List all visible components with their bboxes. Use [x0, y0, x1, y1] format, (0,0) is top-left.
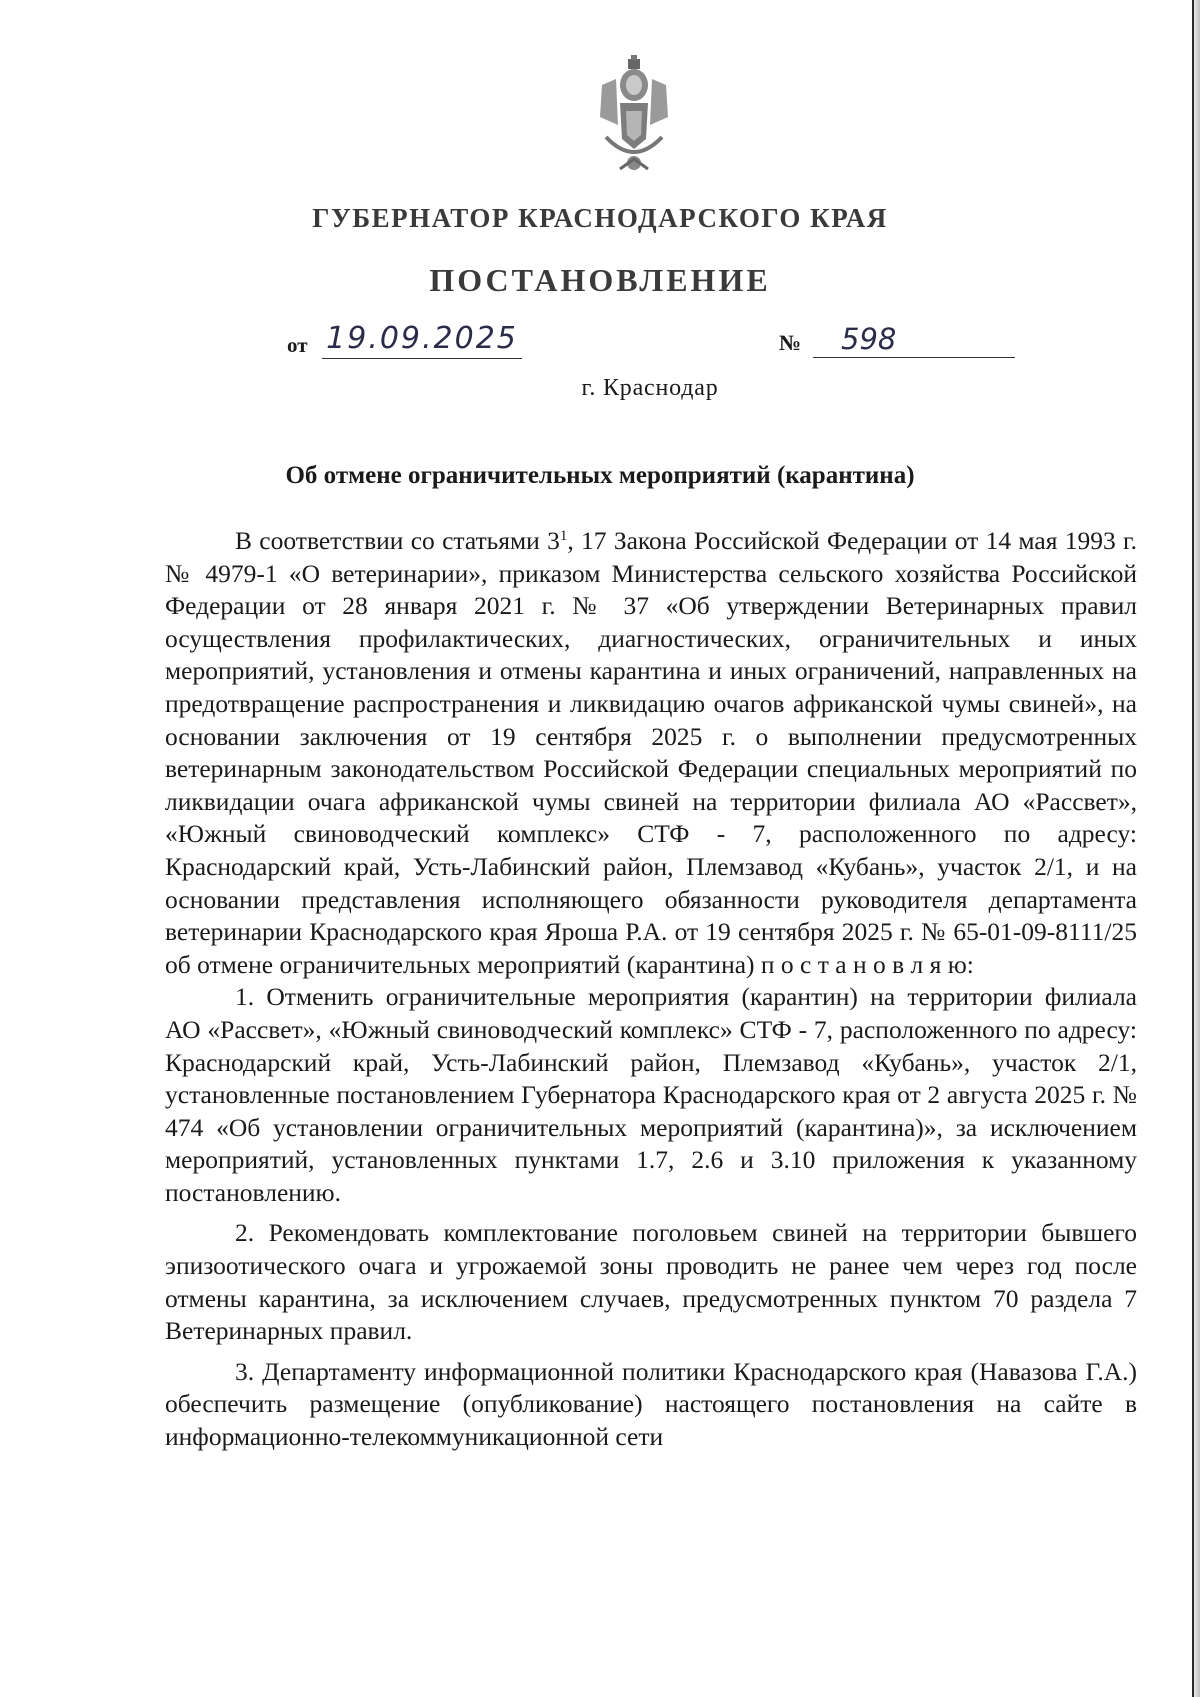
- preamble-start: В соответствии со статьями 3: [235, 526, 560, 555]
- item-1: 1. Отменить ограничительные мероприятия (карантин) на территории филиала АО «Рассвет», «Южный свиноводческий комплекс» СТФ - 7, расположенного по адресу: Краснодарский край, Усть-Лабинский район, Племзавод «Кубань», участок 2/1, установленные постановлением Губернатора Краснодарского края от 2 августа 2025 г. № 474 «Об установлении ограничительных мероприятий (карантина)», за исключением мероприятий, установленных пунктами 1.7, 2.6 и 3.10 приложения к указанному постановлению.: [165, 982, 1137, 1207]
- issuer-title: ГУБЕРНАТОР КРАСНОДАРСКОГО КРАЯ: [312, 203, 888, 233]
- handwritten-number: 598: [813, 320, 1015, 358]
- item-3: 3. Департаменту информационной политики Краснодарского края (Навазова Г.А.) обеспечить размещение (опубликование) настоящего постановления на сайте в информационно-телекоммуникационной сети: [165, 1356, 1137, 1452]
- handwritten-date: 19.09.2025: [322, 320, 522, 359]
- scan-edge-line: [1192, 0, 1194, 1697]
- document-title: Об отмене ограничительных мероприятий (карантина): [285, 462, 915, 489]
- preamble-rest: , 17 Закона Российской Федерации от 14 мая 1993 г. № 4979-1 «О ветеринарии», приказом Министерства сельского хозяйства Российской Федерации от 28 января 2021 г. № 37 «Об утверждении Ветеринарных правил осуществления профилактических, диагностических, ограничительных и иных мероприятий, установления и отмены карантина и иных ограничений, направленных на предотвращение распространения и ликвидацию очагов африканской чумы свиней», на основании заключения от 19 сентября 2025 г. о выполнении предусмотренных ветеринарным законодательством Российской Федерации специальных мероприятий по ликвидации очага африканской чумы свиней на территории филиала АО «Рассвет», «Южный свиноводческий комплекс» СТФ - 7, расположенного по адресу: Краснодарский край, Усть-Лабинский район, Племзавод «Кубань», участок 2/1, и на основании представления исполняющего обязанности руководителя департамента ветеринарии Краснодарского края Яроша Р.А. от 19 сентября 2025 г. № 65-01-09-8111/25 об отмене ограничительных мероприятий (карантина) п о с т а н о в л я ю:: [165, 526, 1137, 979]
- city: г. Краснодар: [581, 375, 719, 401]
- number-label: №: [779, 330, 802, 355]
- coat-of-arms-icon: [596, 55, 672, 177]
- date-label: от: [287, 333, 308, 357]
- scan-edge-shade: [1194, 0, 1200, 1697]
- item-2: 2. Рекомендовать комплектование поголовьем свиней на территории бывшего эпизоотического очага и угрожаемой зоны проводить не ранее чем через год после отмены карантина, за исключением случаев, предусмотренных пунктом 70 раздела 7 Ветеринарных правил.: [165, 1218, 1137, 1346]
- document-body: [165, 525, 1137, 1454]
- superscript: 1: [559, 528, 568, 544]
- document-type: ПОСТАНОВЛЕНИЕ: [429, 262, 771, 298]
- preamble-paragraph: [165, 525, 1137, 981]
